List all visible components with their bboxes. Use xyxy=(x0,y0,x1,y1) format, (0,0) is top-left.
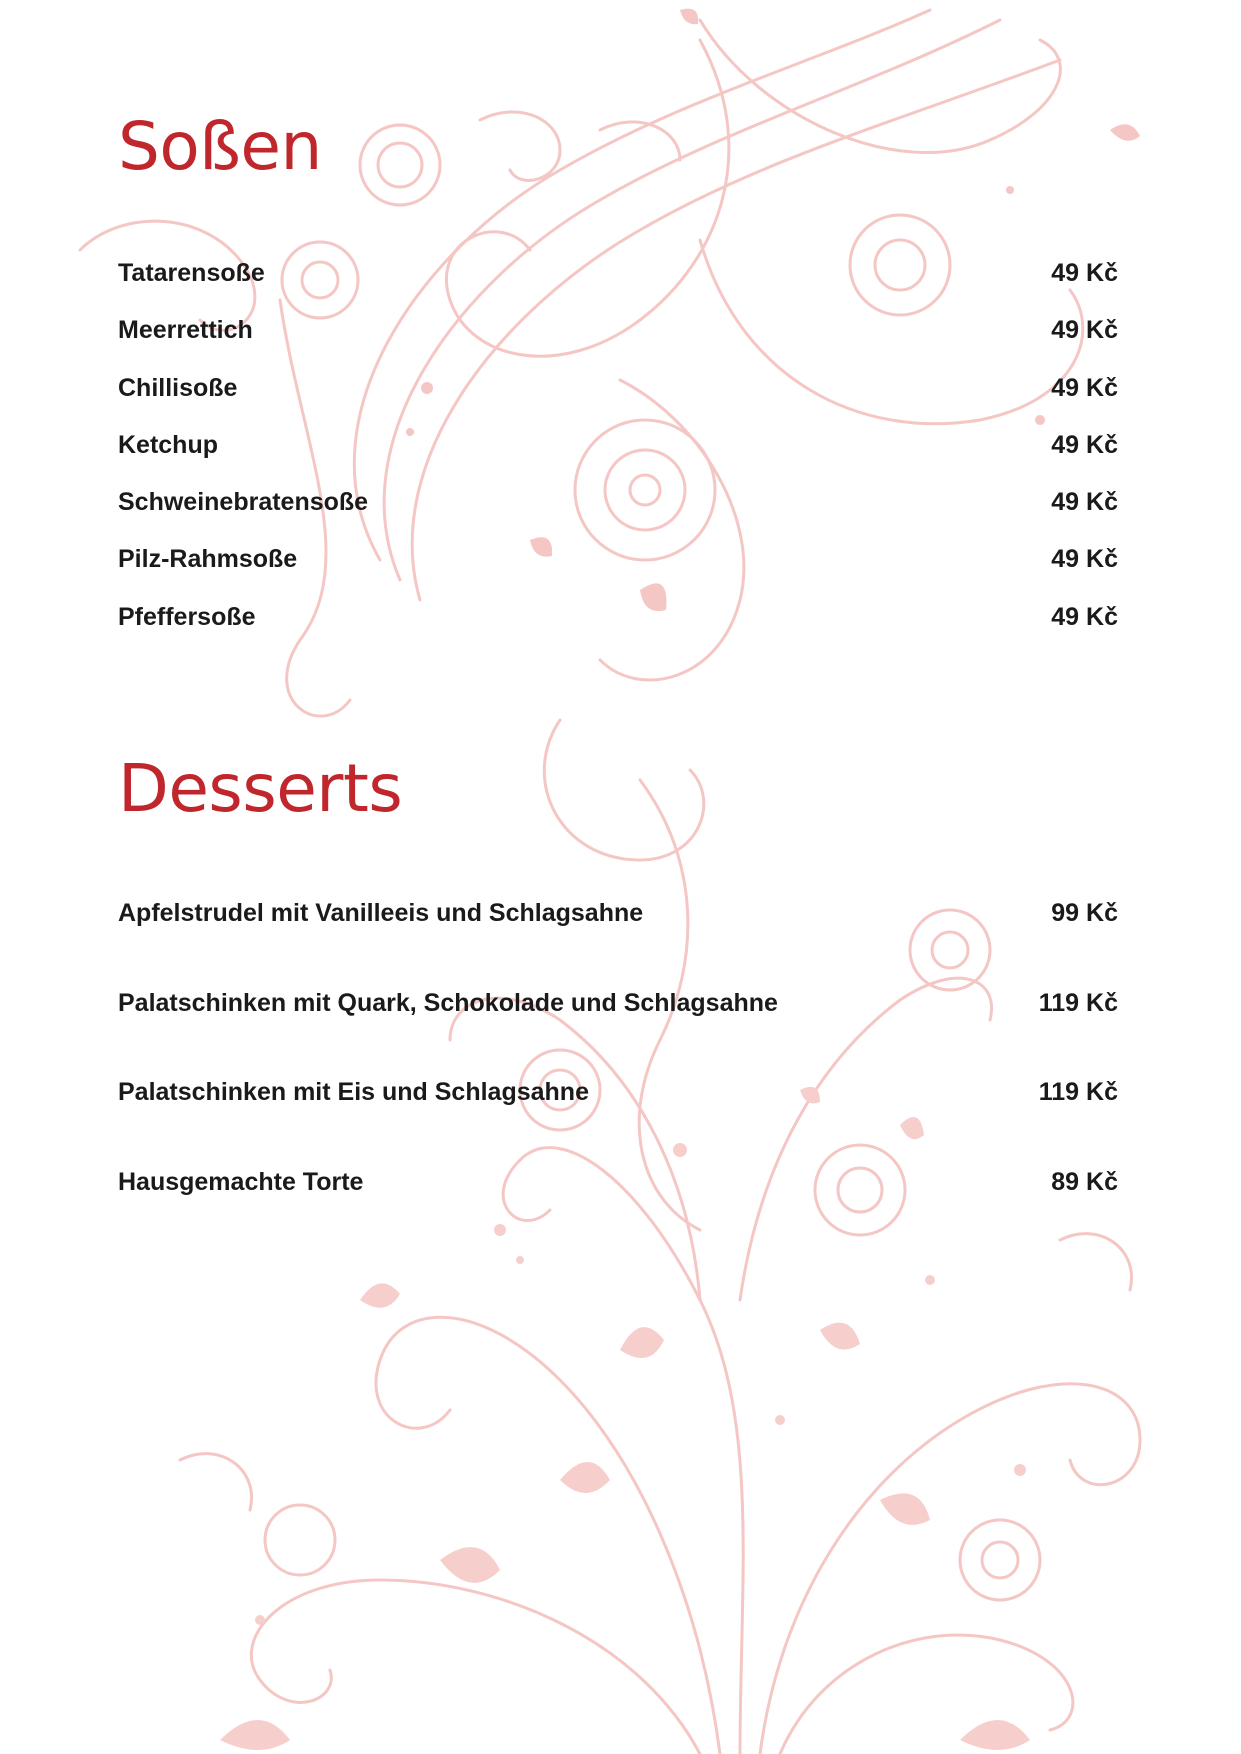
item-price: 49 Kč xyxy=(1051,316,1118,345)
desserts-list xyxy=(118,896,1118,1254)
menu-item xyxy=(118,986,1118,1076)
menu-item xyxy=(118,1165,1118,1255)
item-name: Palatschinken mit Quark, Schokolade und Schlagsahne xyxy=(118,988,778,1017)
item-name: Palatschinken mit Eis und Schlagsahne xyxy=(118,1078,589,1106)
item-price: 49 Kč xyxy=(1051,373,1118,402)
item-name: Schweinebratensoße xyxy=(118,488,369,517)
menu-item xyxy=(118,313,1118,370)
menu-item xyxy=(118,428,1118,485)
section-title-sossen: Soßen xyxy=(118,108,322,185)
menu-item xyxy=(118,485,1118,542)
item-price: 49 Kč xyxy=(1051,488,1118,517)
item-name: Tatarensoße xyxy=(118,259,265,287)
item-price: 119 Kč xyxy=(1038,1078,1118,1106)
menu-item xyxy=(118,256,1118,313)
item-price: 89 Kč xyxy=(1051,1167,1118,1196)
item-price: 119 Kč xyxy=(1038,988,1118,1017)
menu-item xyxy=(118,896,1118,986)
item-name: Ketchup xyxy=(118,430,218,459)
item-name: Pfeffersoße xyxy=(118,602,256,631)
section-title-desserts: Desserts xyxy=(118,750,403,827)
menu-item xyxy=(118,600,1118,657)
sossen-list xyxy=(118,256,1118,657)
item-price: 49 Kč xyxy=(1051,430,1118,459)
item-price: 49 Kč xyxy=(1051,602,1118,631)
menu-item xyxy=(118,1075,1118,1165)
menu-item xyxy=(118,542,1118,599)
item-name: Pilz-Rahmsoße xyxy=(118,545,298,574)
item-price: 49 Kč xyxy=(1051,259,1118,287)
menu-item xyxy=(118,371,1118,428)
item-name: Meerrettich xyxy=(118,316,253,345)
item-price: 99 Kč xyxy=(1051,899,1118,927)
item-name: Chillisoße xyxy=(118,373,238,402)
item-price: 49 Kč xyxy=(1051,545,1118,574)
item-name: Apfelstrudel mit Vanilleeis und Schlagsahne xyxy=(118,899,644,927)
item-name: Hausgemachte Torte xyxy=(118,1167,364,1196)
